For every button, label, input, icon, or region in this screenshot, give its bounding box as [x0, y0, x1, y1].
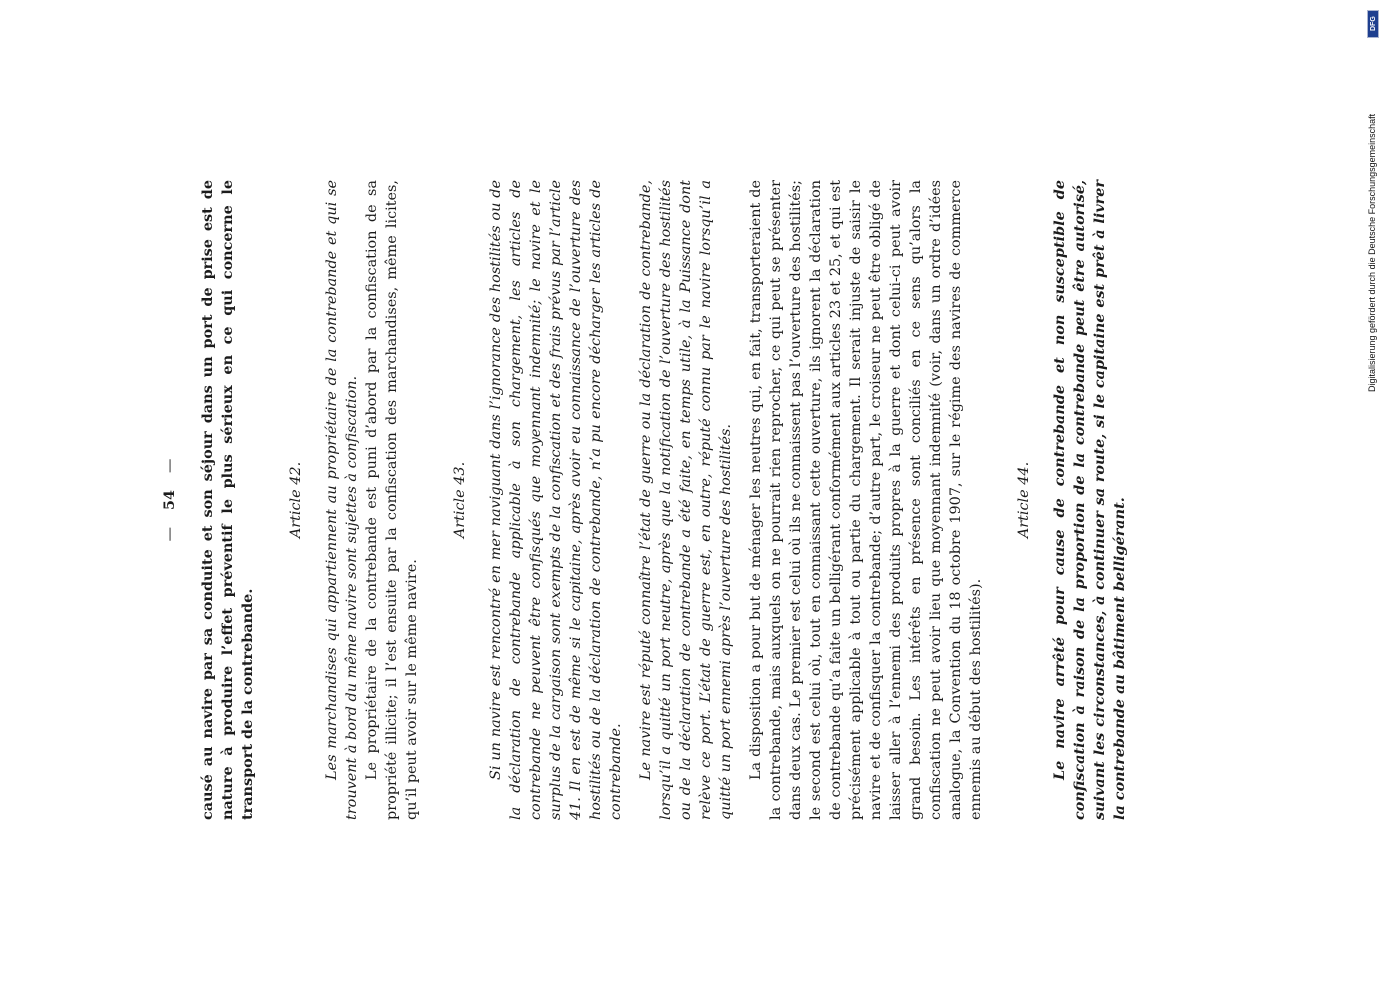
article-42-commentary: Le propriétaire de la contrebande est puni d’abord par la confiscation de sa propriété illicite; il l’est ensuite par la confiscation des marchandises, même licites, qu’il peut avoir sur le même navire. — [364, 180, 420, 820]
article-43-text-1: Si un navire est rencontré en mer naviguant dans l’ignorance des hostilités ou de la déclaration de contrebande applicable à son chargement, les articles de contrebande ne peuvent être confisqués que moyennant indemnité; le navire et le surplus de la cargaison sont exempts de la confiscation et des frais prévus par l’article 41. Il en est de même si le capitaine, après avoir eu connaissance de l’ouverture des hostilités ou de la déclaration de contrebande, n’a pu encore décharger les articles de contrebande. — [488, 180, 624, 820]
intro-paragraph: causé au navire par sa conduite et son séjour dans un port de prise est de nature à produire l’effet préventif le plus sérieux en ce qui concerne le transport de la contrebande. — [199, 180, 256, 820]
digitization-credit — [1367, 10, 1381, 390]
page-number-value: 54 — [161, 489, 178, 511]
article-43-text-2: Le navire est réputé connaître l’état de guerre ou la déclaration de contrebande, lorsqu’il a quitté un port neutre, après que la notification de l’ouverture des hostilités ou de la déclaration de contrebande a été faite, en temps utile, à la Puissance dont relève ce port. L’état de guerre est, en outre, réputé connu par le navire lorsqu’il a quitté un port ennemi après l’ouverture des hostilités. — [638, 180, 734, 820]
article-43-heading: Article 43. — [452, 461, 468, 539]
article-44-text: Le navire arrêté pour cause de contrebande et non susceptible de confiscation à raison de la proportion de la contrebande peut être autorisé, suivant les circonstances, à continuer sa route, si le capitaine est prêt à livrer la contrebande au bâtiment belligérant. — [1051, 180, 1128, 820]
page-number — [160, 180, 180, 820]
dfg-credit-text: Digitalisierung gefördert durch die Deutsche Forschungsgemeinschaft — [1367, 113, 1377, 392]
article-42-text: Les marchandises qui appartiennent au propriétaire de la contrebande et qui se trouvent à bord du même navire sont sujettes à confiscation. — [324, 180, 360, 820]
page-number-dash-right: — — [162, 458, 178, 473]
article-43-commentary: La disposition a pour but de ménager les neutres qui, en fait, transporteraient de la contrebande, mais auxquels on ne pourrait rien reprocher, ce qui peut se présenter dans deux cas. Le premier est celui où ils ne connaissent pas l’ouverture des hostilités; le second est celui où, tout en connaissant cette ouverture, ils ignorent la déclaration de contrebande qu’a faite un belligérant conformément aux articles 23 et 25, et qui est précisément applicable à tout ou partie du chargement. Il serait injuste de saisir le navire et de confisquer la contrebande; d’autre part, le croiseur ne peut être obligé de laisser aller à l’ennemi des produits propres à la guerre et dont celui-ci peut avoir grand besoin. Les intérêts en présence sont conciliés en ce sens qu’alors la confiscation ne peut avoir lieu que moyennant indemnité (voir, dans un ordre d’idées analogue, la Convention du 18 octobre 1907, sur le régime des navires de commerce ennemis au début des hostilités). — [748, 180, 984, 820]
article-44-heading: Article 44. — [1016, 461, 1032, 539]
document-page — [160, 180, 1240, 820]
page-number-dash-left: — — [162, 527, 178, 542]
dfg-logo: DFG — [1367, 10, 1379, 38]
article-42-heading: Article 42. — [288, 461, 304, 539]
